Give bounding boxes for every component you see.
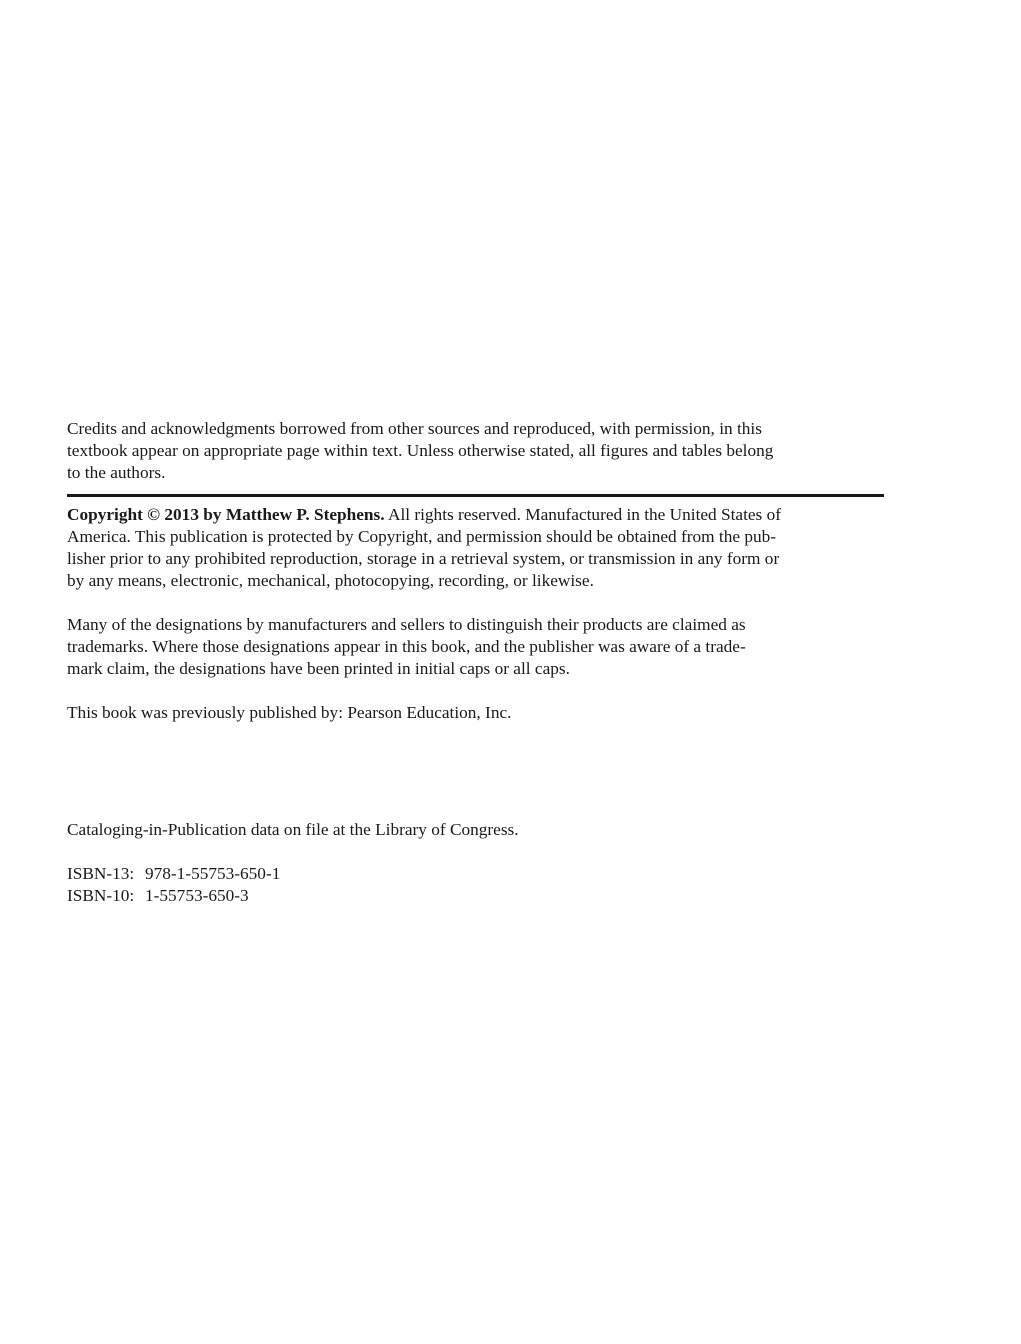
- credits-line: textbook appear on appropriate page within text. Unless otherwise stated, all figures and tables belong: [67, 441, 774, 460]
- isbn-10-label: ISBN-10:: [67, 886, 135, 905]
- previous-publisher-note: [67, 702, 887, 724]
- copyright-line: lisher prior to any prohibited reproduction, storage in a retrieval system, or transmission in any form or: [67, 549, 780, 568]
- copyright-first-line: [67, 504, 887, 526]
- isbn-13-value: 978-1-55753-650-1: [145, 864, 281, 883]
- credits-line: to the authors.: [67, 463, 166, 482]
- isbn-13-row: [67, 863, 887, 885]
- trademarks-line: trademarks. Where those designations appear in this book, and the publisher was aware of a trade-: [67, 637, 746, 656]
- cataloging-text: Cataloging-in-Publication data on file at the Library of Congress.: [67, 820, 519, 839]
- copyright-notice: Copyright © 2013 by Matthew P. Stephens.: [67, 505, 385, 524]
- divider-rule: [67, 494, 884, 497]
- trademarks-line: mark claim, the designations have been printed in initial caps or all caps.: [67, 659, 570, 678]
- cataloging-note: [67, 819, 887, 841]
- copyright-rights-text: All rights reserved. Manufactured in the United States of: [384, 505, 781, 524]
- copyright-paragraph: [67, 504, 887, 592]
- copyright-line: by any means, electronic, mechanical, photocopying, recording, or likewise.: [67, 571, 594, 590]
- trademarks-line: Many of the designations by manufacturers and sellers to distinguish their products are claimed as: [67, 615, 746, 634]
- isbn-13-label: ISBN-13:: [67, 864, 135, 883]
- previous-publisher-text: This book was previously published by: Pearson Education, Inc.: [67, 703, 512, 722]
- credits-paragraph: [67, 418, 887, 484]
- credits-line: Credits and acknowledgments borrowed from other sources and reproduced, with permission, in this: [67, 419, 762, 438]
- copyright-line: America. This publication is protected by Copyright, and permission should be obtained from the pub-: [67, 527, 777, 546]
- isbn-block: [67, 863, 887, 907]
- trademarks-paragraph: [67, 614, 887, 680]
- isbn-10-row: [67, 885, 887, 907]
- isbn-10-value: 1-55753-650-3: [145, 886, 249, 905]
